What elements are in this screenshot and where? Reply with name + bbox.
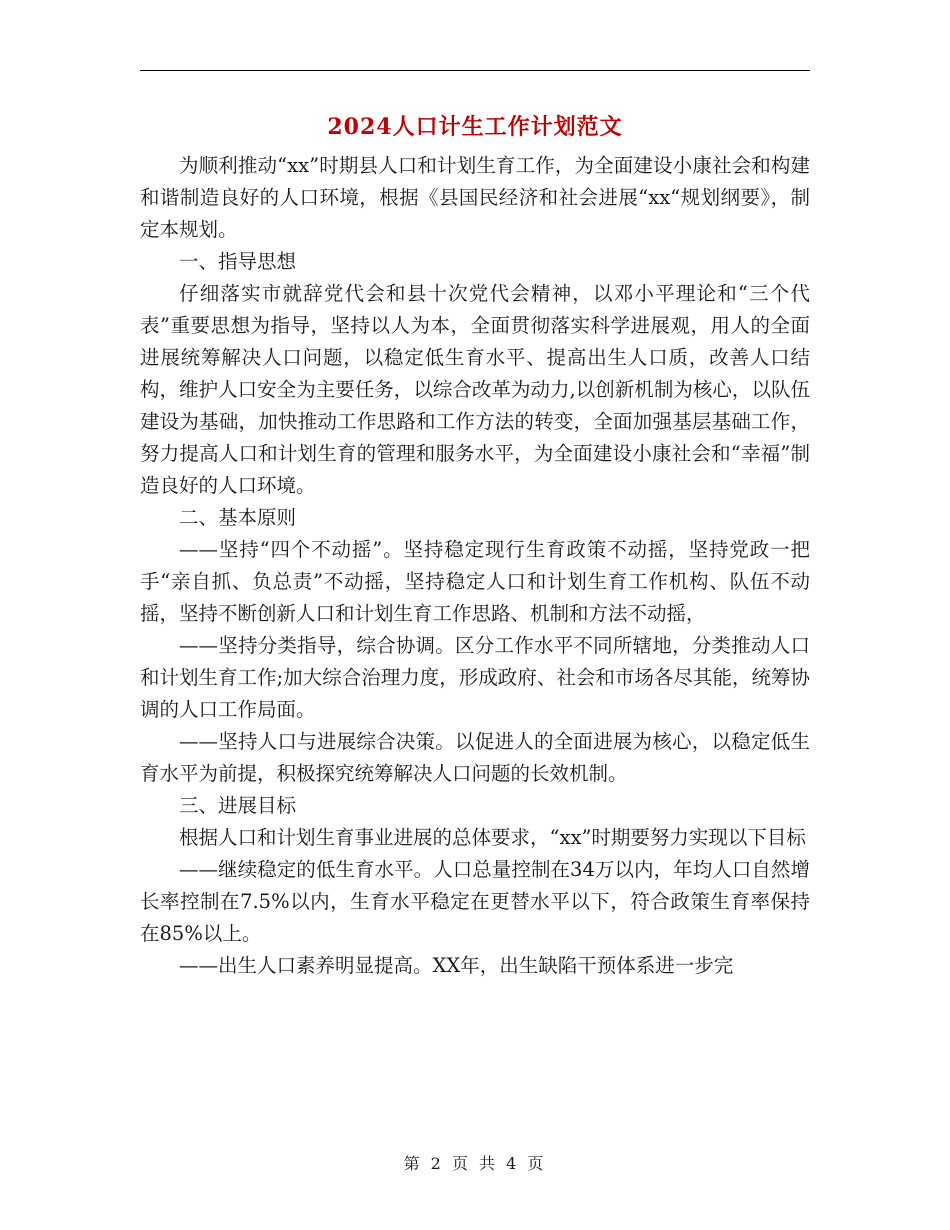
header-rule xyxy=(140,70,810,71)
paragraph: ——坚持“四个不动摇”。坚持稳定现行生育政策不动摇，坚持党政一把手“亲自抓、负总责”不动摇，坚持稳定人口和计划生育工作机构、队伍不动摇，坚持不断创新人口和计划生育工作思路、机制和方法不动摇， xyxy=(140,538,810,625)
paragraph: ——出生人口素养明显提高。XX年，出生缺陷干预体系进一步完 xyxy=(179,954,734,977)
paragraph: ——继续稳定的低生育水平。人口总量控制在34万以内，年均人口自然增长率控制在7.5%以内，生育水平稳定在更替水平以下，符合政策生育率保持在85%以上。 xyxy=(140,858,810,945)
paragraph: 为顺利推动“xx”时期县人口和计划生育工作，为全面建设小康社会和构建和谐制造良好的人口环境，根据《县国民经济和社会进展“xx“规划纲要》，制定本规划。 xyxy=(140,154,810,241)
paragraph: ——坚持人口与进展综合决策。以促进人的全面进展为核心，以稳定低生育水平为前提，积极探究统筹解决人口问题的长效机制。 xyxy=(140,730,810,785)
section-heading: 一、指导思想 xyxy=(179,250,297,273)
paragraph: 根据人口和计划生育事业进展的总体要求，“xx”时期要努力实现以下目标 xyxy=(179,826,806,849)
paragraph: 仔细落实市就辞党代会和县十次党代会精神，以邓小平理论和“三个代表”重要思想为指导，坚持以人为本，全面贯彻落实科学进展观，用人的全面进展统筹解决人口问题，以稳定低生育水平、提高出生人口质，改善人口结构，维护人口安全为主要任务，以综合改革为动力,以创新机制为核心，以队伍建设为基础，加快推动工作思路和工作方法的转变，全面加强基层基础工作，努力提高人口和计划生育的管理和服务水平，为全面建设小康社会和“幸福”制造良好的人口环境。 xyxy=(140,282,810,497)
document-title: 2024人口计生工作计划范文 xyxy=(327,114,623,140)
section-heading: 三、进展目标 xyxy=(179,794,297,817)
section-heading: 二、基本原则 xyxy=(179,506,297,529)
paragraph: ——坚持分类指导，综合协调。区分工作水平不同所辖地，分类推动人口和计划生育工作;加大综合治理力度，形成政府、社会和市场各尽其能，统筹协调的人口工作局面。 xyxy=(140,634,810,721)
page-number: 第 2 页 共 4 页 xyxy=(403,1154,547,1173)
document-body xyxy=(140,150,810,982)
